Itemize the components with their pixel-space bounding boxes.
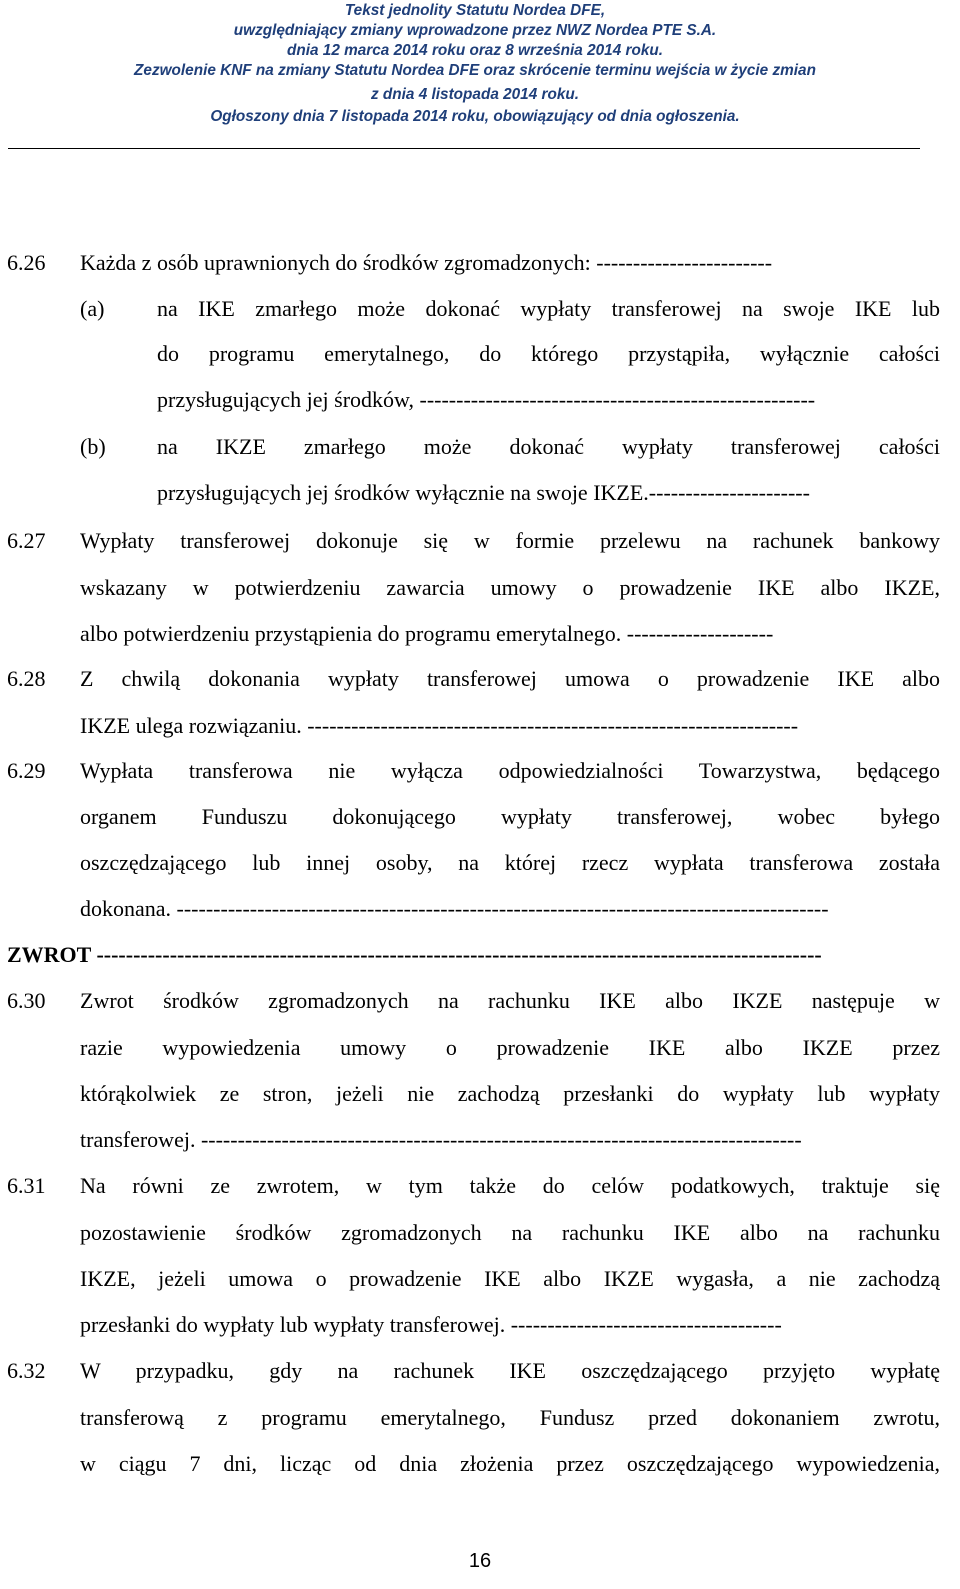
header-line-5: z dnia 4 listopada 2014 roku. xyxy=(371,86,579,103)
paragraph-line: na IKZE zmarłego może dokonać wypłaty transferowej całości xyxy=(157,434,940,459)
paragraph-line: W przypadku, gdy na rachunek IKE oszczędzającego przyjęto wypłatę xyxy=(80,1358,940,1383)
paragraph-line: Każda z osób uprawnionych do środków zgromadzonych: ------------------------ xyxy=(80,250,773,275)
header-line-6: Ogłoszony dnia 7 listopada 2014 roku, obowiązujący od dnia ogłoszenia. xyxy=(210,108,740,125)
header-line-1: Tekst jednolity Statutu Nordea DFE, xyxy=(344,2,606,19)
paragraph-line: Wypłata transferowa nie wyłącza odpowiedzialności Towarzystwa, będącego xyxy=(80,758,940,783)
section-number: 6.31 xyxy=(7,1173,46,1198)
section-heading: ZWROT --------------------------------------------------------------------------------------------------- xyxy=(7,942,822,967)
paragraph-line: transferową z programu emerytalnego, Fundusz przed dokonaniem zwrotu, xyxy=(80,1405,940,1430)
section-number: 6.26 xyxy=(7,250,46,275)
paragraph-line: organem Funduszu dokonującego wypłaty transferowej, wobec byłego xyxy=(80,804,940,829)
section-number: 6.32 xyxy=(7,1358,46,1383)
section-number: 6.29 xyxy=(7,758,46,783)
paragraph-line: Wypłaty transferowej dokonuje się w formie przelewu na rachunek bankowy xyxy=(80,528,940,553)
section-number: 6.27 xyxy=(7,528,46,553)
paragraph-line: przysługujących jej środków, ------------------------------------------------------ xyxy=(157,387,816,412)
paragraph-line: razie wypowiedzenia umowy o prowadzenie IKE albo IKZE przez xyxy=(80,1035,940,1060)
header-line-2: uwzględniający zmiany wprowadzone przez NWZ Nordea PTE S.A. xyxy=(233,22,717,39)
paragraph-line: Na równi ze zwrotem, w tym także do celów podatkowych, traktuje się xyxy=(80,1173,940,1198)
paragraph-line: dokonana. ----------------------------------------------------------------------------------------- xyxy=(80,896,829,921)
paragraph-line: IKZE ulega rozwiązaniu. ------------------------------------------------------------------- xyxy=(80,713,799,738)
paragraph-line: którąkolwiek ze stron, jeżeli nie zachodzą przesłanki do wypłaty lub wypłaty xyxy=(80,1081,940,1106)
paragraph-line: do programu emerytalnego, do którego przystąpiła, wyłącznie całości xyxy=(157,341,940,366)
item-label: (a) xyxy=(80,296,105,321)
paragraph-line: IKZE, jeżeli umowa o prowadzenie IKE albo IKZE wygasła, a nie zachodzą xyxy=(80,1266,940,1291)
paragraph-line: w ciągu 7 dni, licząc od dnia złożenia przez oszczędzającego wypowiedzenia, xyxy=(80,1451,940,1476)
paragraph-line: Z chwilą dokonania wypłaty transferowej umowa o prowadzenie IKE albo xyxy=(80,666,940,691)
header-line-4: Zezwolenie KNF na zmiany Statutu Nordea DFE oraz skrócenie terminu wejścia w życie zmian xyxy=(134,62,816,79)
section-number: 6.30 xyxy=(7,988,46,1013)
item-label: (b) xyxy=(80,434,106,459)
paragraph-line: albo potwierdzeniu przystąpienia do programu emerytalnego. -------------------- xyxy=(80,621,774,646)
header-line-3: dnia 12 marca 2014 roku oraz 8 września 2014 roku. xyxy=(286,42,663,59)
paragraph-line: przesłanki do wypłaty lub wypłaty transferowej. ------------------------------------- xyxy=(80,1312,782,1337)
paragraph-line: wskazany w potwierdzeniu zawarcia umowy o prowadzenie IKE albo IKZE, xyxy=(80,575,940,600)
paragraph-line: pozostawienie środków zgromadzonych na rachunku IKE albo na rachunku xyxy=(80,1220,940,1245)
paragraph-line: transferowej. ---------------------------------------------------------------------------------- xyxy=(80,1127,802,1152)
header-divider xyxy=(8,148,920,149)
paragraph-line: Zwrot środków zgromadzonych na rachunku IKE albo IKZE następuje w xyxy=(80,988,940,1013)
paragraph-line: na IKE zmarłego może dokonać wypłaty transferowej na swoje IKE lub xyxy=(157,296,940,321)
paragraph-line: przysługujących jej środków wyłącznie na swoje IKZE.---------------------- xyxy=(157,480,810,505)
paragraph-line: oszczędzającego lub innej osoby, na której rzecz wypłata transferowa została xyxy=(80,850,940,875)
section-number: 6.28 xyxy=(7,666,46,691)
page-number: 16 xyxy=(468,1550,492,1572)
